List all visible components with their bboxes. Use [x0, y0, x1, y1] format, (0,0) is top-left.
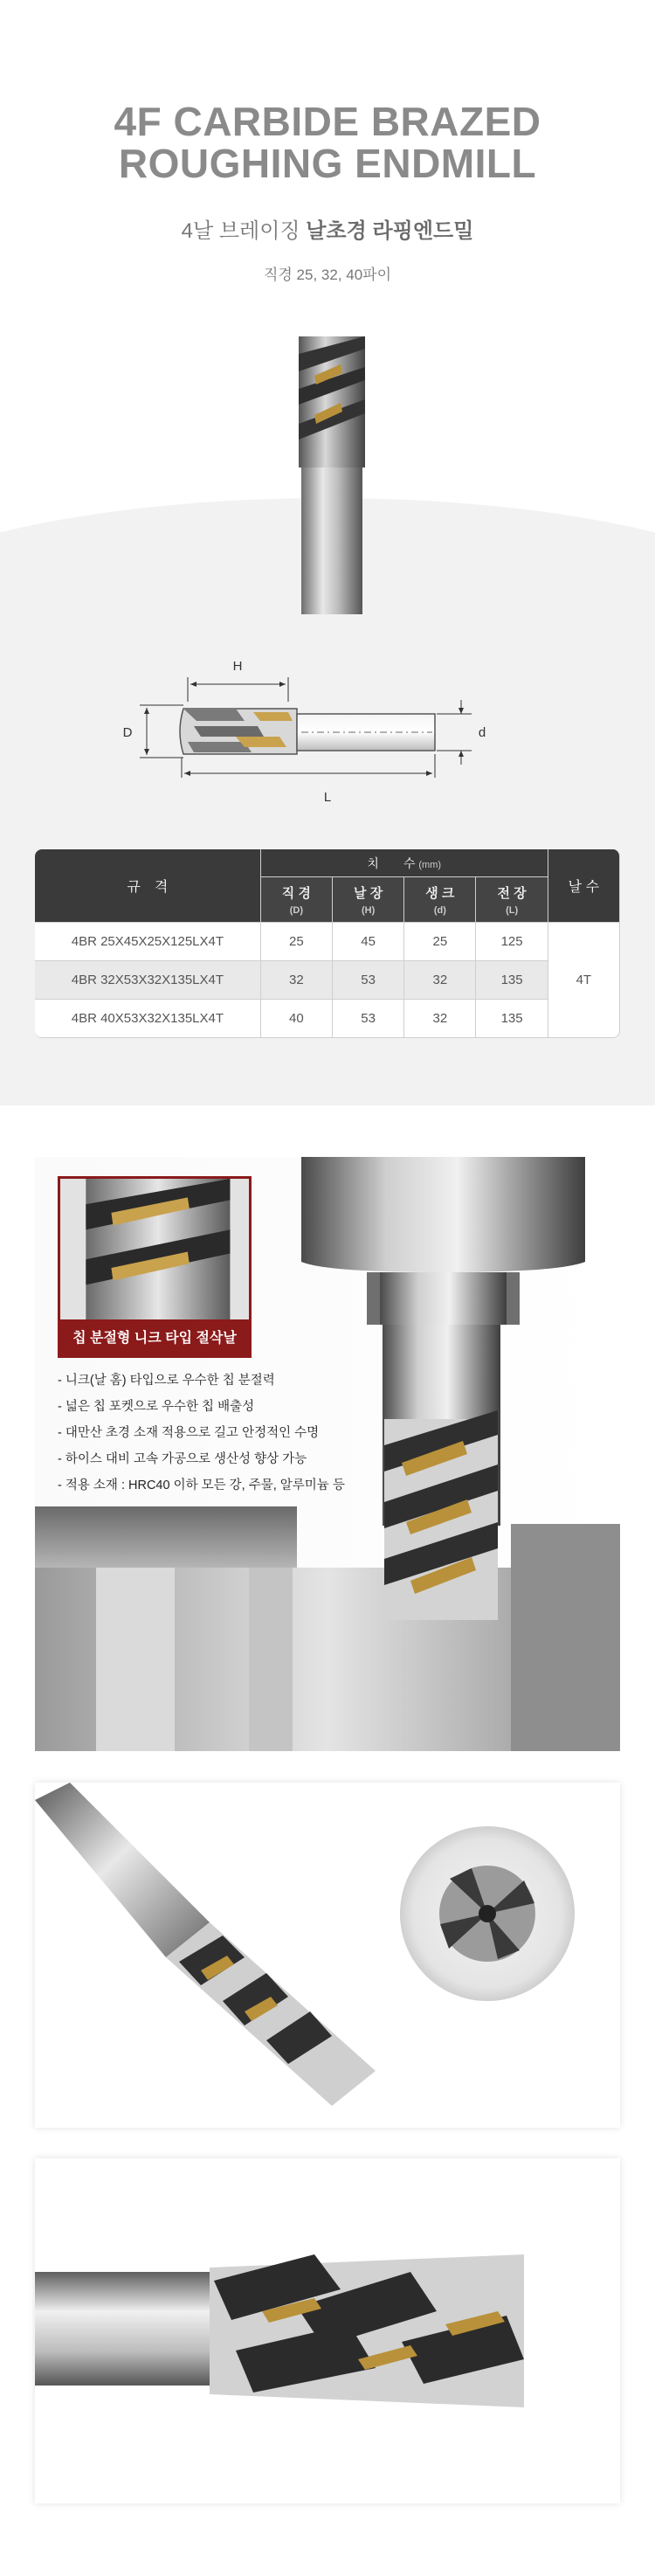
cell-h: 53	[333, 961, 404, 1000]
cell-h: 53	[333, 1000, 404, 1038]
list-item: - 하이스 대비 고속 가공으로 생산성 향상 가능	[58, 1452, 307, 1466]
list-item: - 대만산 초경 소재 적용으로 길고 안정적인 수명	[58, 1426, 320, 1440]
cell-shank: 32	[404, 1000, 476, 1038]
feature-list	[58, 1368, 390, 1499]
label-d-upper: D	[122, 725, 133, 740]
sub-header-h-code: (H)	[361, 904, 376, 916]
cell-spec: 4BR 25X45X25X125LX4T	[35, 923, 261, 961]
endmill-product-image	[279, 336, 384, 614]
table-row	[35, 961, 620, 1000]
subtitle-light: 4날 브레이징	[181, 219, 300, 243]
col-flutes-header: 날 수	[548, 849, 620, 923]
cell-flutes: 4T	[548, 923, 620, 1038]
sub-header-l-code: (L)	[506, 904, 519, 916]
sub-header-d-name: 직 경	[281, 885, 311, 901]
cell-l: 135	[476, 961, 548, 1000]
cell-d: 40	[261, 1000, 333, 1038]
title-line-1: 4F CARBIDE BRAZED	[114, 99, 541, 144]
tool-side-closeup-photo	[35, 2158, 620, 2503]
cell-spec: 4BR 40X53X32X135LX4T	[35, 1000, 261, 1038]
cell-d: 32	[261, 961, 333, 1000]
sub-header-d	[261, 877, 333, 923]
list-item: - 니크(날 홈) 타입으로 우수한 칩 분절력	[58, 1374, 275, 1388]
label-h: H	[232, 659, 243, 674]
inset-label: 칩 분절형 니크 타입 절삭날	[58, 1319, 252, 1358]
sub-header-d-code: (D)	[289, 904, 304, 916]
sub-header-l-name: 전 장	[497, 885, 527, 901]
sub-header-shank	[404, 877, 476, 923]
cell-d: 25	[261, 923, 333, 961]
cell-spec: 4BR 32X53X32X135LX4T	[35, 961, 261, 1000]
label-d-lower: d	[478, 725, 486, 740]
cell-l: 135	[476, 1000, 548, 1038]
cell-l: 125	[476, 923, 548, 961]
sub-header-h	[333, 877, 404, 923]
sub-header-shank-code: (d)	[433, 904, 446, 916]
table-row	[35, 923, 620, 961]
tool-angled-photo	[35, 1783, 620, 2128]
cell-shank: 25	[404, 923, 476, 961]
spec-table	[35, 849, 620, 1038]
title-line-2: ROUGHING ENDMILL	[118, 141, 537, 186]
col-spec-header: 규 격	[35, 849, 261, 923]
cell-shank: 32	[404, 961, 476, 1000]
list-item: - 적용 소재 : HRC40 이하 모든 강, 주물, 알루미늄 등	[58, 1478, 345, 1492]
product-title	[0, 100, 655, 184]
product-subtitle	[0, 213, 655, 244]
table-row	[35, 1000, 620, 1038]
list-item: - 넓은 칩 포켓으로 우수한 칩 배출성	[58, 1400, 255, 1414]
sub-header-shank-name: 생 크	[425, 885, 455, 901]
col-dim-label: 치 수	[367, 855, 416, 870]
col-dim-header	[261, 849, 548, 877]
cell-h: 45	[333, 923, 404, 961]
col-dim-unit: (mm)	[418, 859, 442, 870]
dimension-diagram	[114, 651, 533, 813]
label-l: L	[323, 790, 332, 805]
diameter-info: 직경 25, 32, 40파이	[263, 267, 392, 283]
sub-header-l	[476, 877, 548, 923]
sub-header-h-name: 날 장	[354, 885, 383, 901]
subtitle-bold: 날초경 라핑엔드밀	[306, 219, 474, 243]
